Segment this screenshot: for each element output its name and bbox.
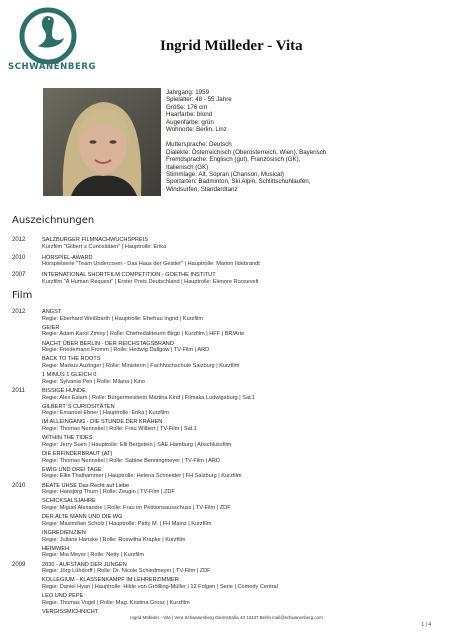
entry-detail: Regie: Eberhard Weißbarth | Hauptrolle: Ehefrau Ingrid | Kurzfilm (42, 315, 204, 322)
page-title: Ingrid Mülleder - Vita (160, 38, 303, 54)
fact-line: Wohnorte: Berlin, Linz (166, 126, 227, 134)
entry-title: ANGST (42, 309, 62, 315)
entry-title: GEIER (42, 324, 60, 331)
swan-icon (8, 6, 88, 64)
entry-detail: Regie: Emanuel Ebner | Hauptrolle: Erika | Kurzfilm (42, 410, 169, 417)
entry-title: KOLLEGIUM - KLASSENKAMPF IM LEHRERZIMMER (42, 577, 179, 584)
film-entry (12, 372, 442, 385)
entry-title: BEATE UHSE Das Recht auf Liebe (42, 482, 130, 489)
awards-list (12, 237, 442, 290)
film-entry (12, 356, 442, 369)
entry-year: 2007 (12, 272, 26, 279)
fact-line: Windsurfen, Standardtanz (166, 185, 238, 193)
entry-detail: Kurzfilm "Gilbert´s Curiositäten" | Hauptrolle: Erika (42, 243, 167, 250)
film-entry (12, 530, 442, 543)
fact-line: Jahrgang: 1959 (166, 89, 210, 96)
entry-title: VERGISSMICHNICHT (42, 608, 99, 615)
film-entry (12, 562, 442, 575)
entry-title: EWIG UND DREI TAGE (42, 466, 102, 473)
entry-year: 2009 (12, 561, 26, 568)
page-number: 1 | 4 (421, 622, 431, 628)
fact-line: Spielalter: 48 - 55 Jahre (166, 96, 232, 104)
entry-title: DIE ERFINDERBRAUT (AT) (42, 451, 113, 458)
film-entry (12, 435, 442, 448)
entry-title: GILBERT´S CURIOSITÄTEN (42, 403, 115, 410)
fact-line: Größe: 176 cm (166, 103, 208, 111)
entry-detail: Regie: Adam Karol Zimny | Rolle: Chefredakteurin Birgit | Kurzfilm | HFF | BR/Arte (42, 331, 245, 338)
entry-title: HÖRSPIEL-AWARD (42, 254, 93, 261)
film-entry (12, 546, 442, 559)
entry-year: 2011 (12, 387, 25, 394)
film-entry (12, 404, 442, 417)
entry-detail: Kurzfilm "A Human Request" | Erster Preis Deutschland | Hauptrolle: Elenore Roosevelt (42, 278, 259, 285)
entry-title: WITHIN THE TIDES (42, 435, 93, 442)
entry-title: INGREDIENZIEN (42, 529, 86, 536)
entry-detail: Regie: Friedemann Fromm | Rolle: Hedwig Dallgow | TV-Film | ARD (42, 347, 210, 354)
entry-title: NACHT ÜBER BERLIN - DER REICHSTAGSBRAND (42, 340, 174, 347)
entry-detail: Regie: Sylvania Pen | Rolle: Milana | Kino (42, 378, 146, 385)
entry-detail: Regie: Thomas Vogel | Rolle: Mag. Kristina Grosz | Kurzfilm (42, 599, 190, 606)
entry-title: HEIMWEH (42, 545, 70, 552)
film-entry (12, 341, 442, 354)
entry-detail: Regie: Alex Eslam | Rolle: Bürgermeisterin Martina Kind | Filmaka Ludwigsburg | Sat.1 (42, 394, 256, 401)
entry-title: SALZBURGER FILMNACHWUCHSPREIS (42, 237, 148, 243)
entry-detail: Regie: Thomas Nennstiel | Rolle: Frau Wilbert | TV-Film | Sat.1 (42, 426, 197, 433)
film-entry (12, 593, 442, 606)
film-entry (12, 451, 442, 464)
footer: Ingrid Mülleder - Vita | Vera Schwanenberg Gleimstraße 43 10437 Berlin mail@schwanenberg.com (130, 615, 323, 620)
entry-detail: Regie: Jerry Suen | Hauptrolle: Elli Bergstein | SAE Hamburg | Abschlussfilm (42, 441, 232, 448)
award-entry (12, 237, 442, 250)
entry-year: 2012 (12, 309, 26, 315)
entry-title: SCHICKSALSJAHRE (42, 498, 96, 505)
personal-facts (166, 89, 436, 193)
entry-title: BISSIGE HUNDE (42, 387, 86, 394)
award-entry (12, 272, 442, 285)
fact-spacer (166, 134, 436, 141)
entry-detail: Regie: Markus Auzinger | Rolle: Ministerin | Fachhochschule Salzburg | Kurzfilm (42, 362, 240, 369)
film-entry (12, 483, 442, 496)
fact-line: Dialekte: Österreichisch (Oberösterreich, Wien), Bayerisch (166, 148, 327, 156)
film-entry (12, 388, 442, 401)
entry-title: 2030 - AUFSTAND DER JUNGEN (42, 561, 127, 568)
film-entry (12, 419, 442, 432)
fact-line: Muttersprache: Deutsch (166, 141, 232, 149)
entry-title: IM ALLEINGANG - DIE STUNDE DER KRÄHEN (42, 419, 163, 426)
fact-line: Sportarten: Badminton, Ski Alpin, Schlittschuhlaufen, (166, 178, 311, 186)
entry-year: 2010 (12, 482, 26, 489)
entry-detail: Regie: Daniel Hyan | Hauptrolle: Hilde von Gröllling-Müller | 12 Folgen | Serie | Comedy Central (42, 583, 278, 590)
entry-detail: Regie: Jörg Lühdorff | Rolle: Dr. Nicole Schiedmeyer | TV-Film | ZDF (42, 568, 211, 575)
film-list (12, 309, 442, 618)
entry-year: 2010 (12, 254, 26, 261)
entry-title: LEO UND PEPE (42, 593, 84, 600)
fact-line: Augenfarbe: grün (166, 118, 214, 126)
entry-detail: Regie: Elke Thalhammer | Hauptrolle: Helena Schneider | FH Salzburg | Kurzfilm (42, 473, 242, 480)
film-entry (12, 309, 442, 322)
entry-title: BACK TO THE ROOTS (42, 356, 101, 363)
logo-text: SCHWANENBERG (8, 62, 97, 72)
fact-line: Italienisch (GK) (166, 163, 209, 171)
entry-title: 1 MINUS 1 GLEICH 0 (42, 372, 97, 379)
entry-year: 2012 (12, 237, 26, 243)
award-entry (12, 255, 442, 268)
fact-line: Stimmlage: Alt, Sopran (Chanson, Musical) (166, 170, 284, 178)
entry-title: INTERNATIONAL SHORTFILM COMPETITION - GOETHE INSTITUT (42, 272, 216, 279)
entry-detail: Regie: Hansjörg Thurn | Rolle: Zeugin | TV-Film | ZDF (42, 489, 175, 496)
schwanenberg-logo (8, 6, 97, 76)
awards-heading: Auszeichnungen (12, 215, 95, 226)
entry-detail: Regie: Maximilian Scholz | Hauptrolle: Patty M. | FH Mainz | Kurzfilm (42, 520, 212, 527)
entry-detail: Hörspielserie "Team Undercover - Das Haus der Geister" | Hauptrolle: Marion Ildebrandt (42, 261, 260, 268)
entry-detail: Regie: Mia Meyer | Rolle: Netty | Kurzfilm (42, 552, 145, 559)
film-entry (12, 514, 442, 527)
fact-line: Fremdsprache: Englisch (gut), Französisch (GK), (166, 156, 301, 164)
film-entry (12, 325, 442, 338)
film-entry (12, 467, 442, 480)
entry-detail: Regie: Juliane Hanske | Rolle: Roswitha Krapke | Kurzfilm (42, 536, 186, 543)
film-heading: Film (12, 290, 33, 301)
entry-detail: Regie: Thomas Nennstiel | Rolle: Sabine Benningmeyer | TV-Film | ARD (42, 457, 220, 464)
entry-detail: Regie: Miguel Alexandre | Rolle: Frau im Petitionsausschuss | TV-Film | ZDF (42, 504, 231, 511)
film-entry (12, 498, 442, 511)
portrait-photo (43, 88, 161, 196)
film-entry (12, 577, 442, 590)
fact-line: Haarfarbe: blond (166, 111, 213, 119)
entry-title: DER ALTE MANN UND DIE WG (42, 514, 123, 521)
